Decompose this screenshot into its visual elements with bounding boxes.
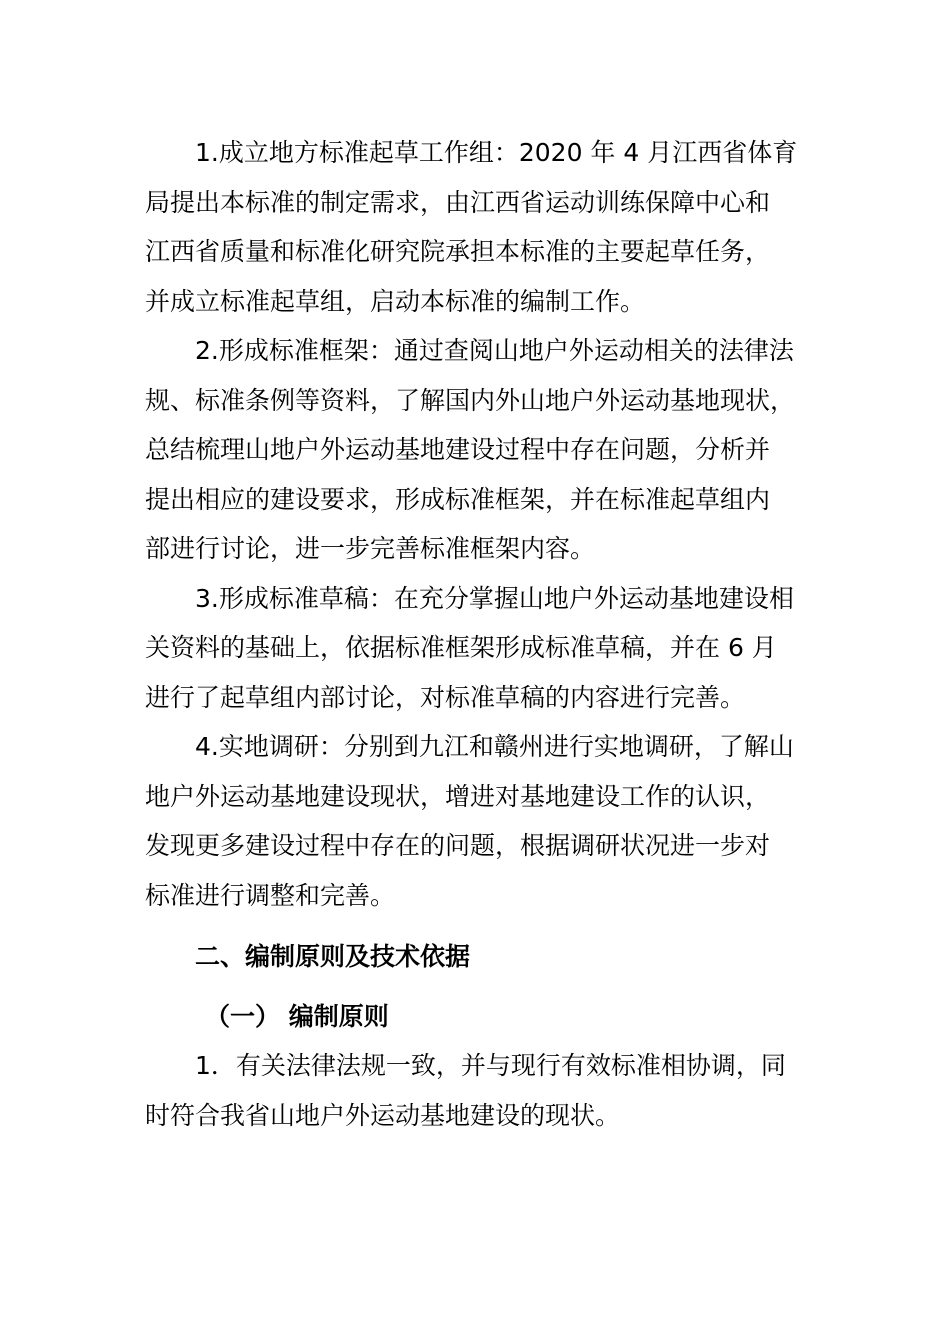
text-line: 发现更多建设过程中存在的问题，根据调研状况进一步对 xyxy=(145,831,771,860)
document-page xyxy=(145,128,810,1140)
text-line: 局提出本标准的制定需求，由江西省运动训练保障中心和 xyxy=(145,187,771,217)
text-line: 3.形成标准草稿：在充分掌握山地户外运动基地建设相 xyxy=(195,583,794,613)
text-line: 进行了起草组内部讨论，对标准草稿的内容进行完善。 xyxy=(145,682,746,712)
text-line: 2.形成标准框架：通过查阅山地户外运动相关的法律法 xyxy=(195,336,794,365)
text-line: 部进行讨论，进一步完善标准框架内容。 xyxy=(145,534,596,563)
principle-paragraph xyxy=(145,1041,810,1140)
text-line: 1．有关法律法规一致，并与现行有效标准相协调，同 xyxy=(195,1051,786,1080)
paragraph-1 xyxy=(145,128,810,326)
text-line: 规、标准条例等资料，了解国内外山地户外运动基地现状， xyxy=(145,385,796,415)
paragraph-3 xyxy=(145,574,810,723)
text-line: 总结梳理山地户外运动基地建设过程中存在问题，分析并 xyxy=(145,435,771,464)
text-line: 关资料的基础上，依据标准框架形成标准草稿，并在 6 月 xyxy=(145,633,777,662)
section-heading: 二、编制原则及技术依据 xyxy=(195,942,471,971)
text-line: 提出相应的建设要求，形成标准框架，并在标准起草组内 xyxy=(145,484,771,514)
subsection-heading: （一） 编制原则 xyxy=(205,1001,389,1031)
text-line: 时符合我省山地户外运动基地建设的现状。 xyxy=(145,1100,621,1130)
text-line: 4.实地调研：分别到九江和赣州进行实地调研，了解山 xyxy=(195,732,794,761)
text-line: 江西省质量和标准化研究院承担本标准的主要起草任务， xyxy=(145,237,771,266)
text-line: 地户外运动基地建设现状，增进对基地建设工作的认识， xyxy=(145,781,771,811)
paragraph-2 xyxy=(145,326,810,574)
text-line: 并成立标准起草组，启动本标准的编制工作。 xyxy=(145,286,646,316)
text-line: 1.成立地方标准起草工作组：2020 年 4 月江西省体育 xyxy=(195,138,798,167)
paragraph-4 xyxy=(145,722,810,920)
text-line: 标准进行调整和完善。 xyxy=(145,880,396,910)
